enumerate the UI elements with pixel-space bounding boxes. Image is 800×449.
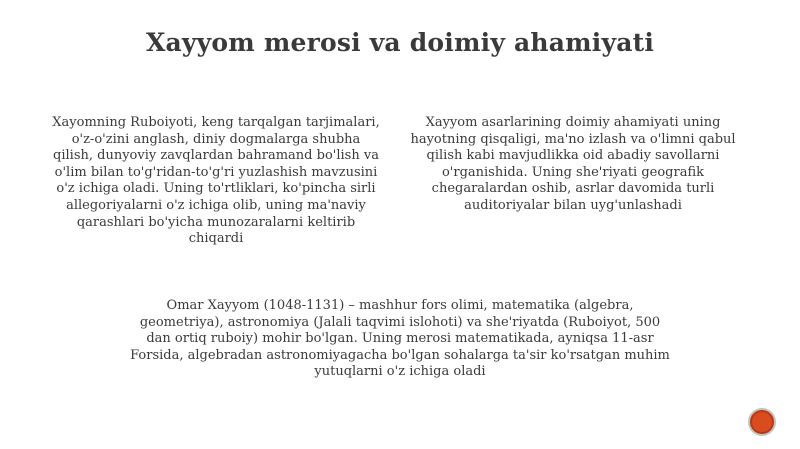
left-paragraph: Xayomning Ruboiyoti, keng tarqalgan tarjimalari, o'z-o'zini anglash, diniy dogmalarga shubha qilish, dunyoviy zavqlardan bahramand bo'lish va o'lim bilan to'g'ridan-to'g'ri yuzlashish mavzusini o'z ichiga oladi. Uning to'rtliklari, ko'pincha sirli allegoriyalarni o'z ichiga olib, uning ma'naviy qarashlari bo'yicha munozaralarni keltirib chiqardi (52, 115, 380, 247)
right-paragraph: Xayyom asarlarining doimiy ahamiyati uning hayotning qisqaligi, ma'no izlash va o'limni qabul qilish kabi mavjudlikka oid abadiy savollarni o'rganishida. Uning she'riyati geografik chegaralardan oshib, asrlar davomida turli auditoriyalar bilan uyg'unlashadi (410, 115, 736, 213)
slide-title: Xayyom merosi va doimiy ahamiyati (145, 28, 655, 57)
circle-button-icon (750, 410, 774, 434)
bottom-paragraph: Omar Xayyom (1048-1131) – mashhur fors olimi, matematika (algebra, geometriya), astronomiya (Jalali taqvimi islohoti) va she'riyatda (Ruboiyot, 500 dan ortiq ruboiy) mohir bo'lgan. Uning merosi matematikada, ayniqsa 11-asr Forsida, algebradan astronomiyagacha bo'lgan sohalarga ta'sir ko'rsatgan muhim yutuqlarni o'z ichiga oladi (130, 298, 670, 380)
slide-nav-button[interactable] (748, 408, 776, 436)
